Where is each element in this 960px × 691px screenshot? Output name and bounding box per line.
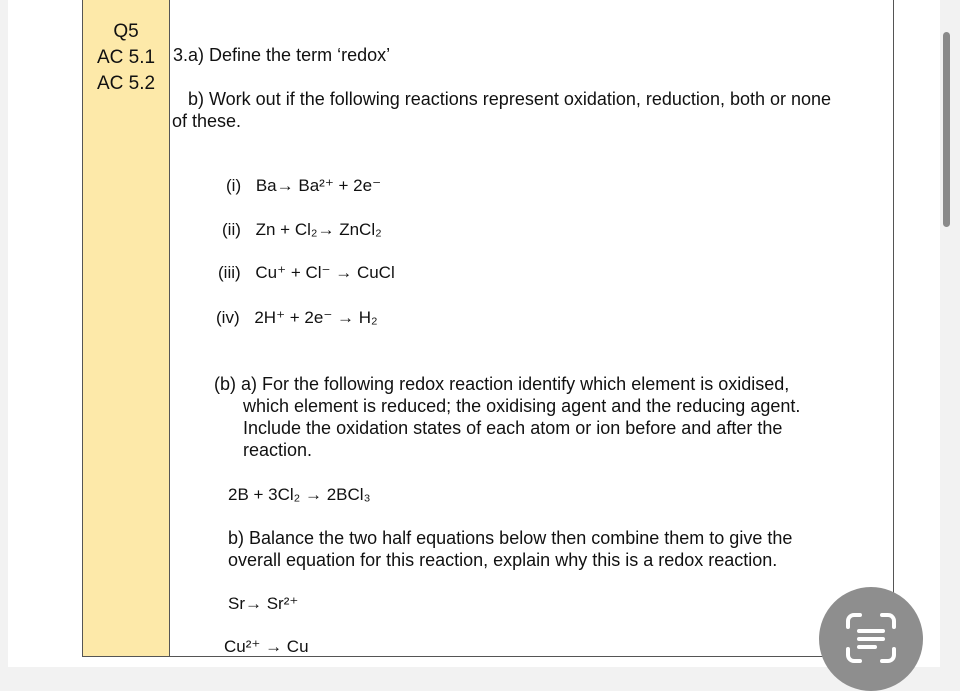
reaction-number: (ii)	[222, 220, 241, 239]
reaction-equation: Cu⁺ + Cl⁻ → CuCl	[255, 263, 395, 282]
balance-prompt-line2: overall equation for this reaction, explain why this is a redox reaction.	[228, 550, 778, 570]
define-redox-prompt: 3.a) Define the term ‘redox’	[173, 45, 391, 65]
text-scan-button[interactable]	[819, 587, 923, 691]
document-page	[8, 0, 940, 667]
question-number: Q5	[113, 21, 139, 42]
reaction-item	[218, 262, 395, 284]
work-out-prompt-line1: b) Work out if the following reactions represent oxidation, reduction, both or none	[188, 89, 832, 109]
reaction-equation: Zn + Cl₂→ ZnCl₂	[255, 220, 382, 239]
work-out-prompt-line2: of these.	[172, 111, 242, 131]
reaction-equation: Ba→ Ba²⁺ + 2e⁻	[255, 176, 382, 195]
redox-equation: 2B + 3Cl₂ → 2BCl₃	[228, 485, 371, 504]
half-equation-1: Sr→ Sr²⁺	[228, 594, 299, 613]
redox-identify-line4: reaction.	[243, 440, 313, 460]
balance-prompt-line1: b) Balance the two half equations below then combine them to give the	[228, 528, 793, 548]
redox-identify-line1: (b) a) For the following redox reaction identify which element is oxidised,	[214, 374, 790, 394]
text-scan-icon	[842, 587, 900, 672]
reaction-equation: 2H⁺ + 2e⁻ → H₂	[254, 308, 378, 327]
reaction-number: (iv)	[216, 308, 240, 327]
assessment-criterion-2: AC 5.2	[96, 73, 156, 94]
vertical-scrollbar[interactable]	[943, 32, 950, 227]
reaction-item	[226, 175, 381, 197]
reaction-number: (i)	[226, 176, 242, 195]
redox-identify-line3: Include the oxidation states of each atom or ion before and after the	[243, 418, 783, 438]
reaction-number: (iii)	[218, 263, 241, 282]
redox-identify-line2: which element is reduced; the oxidising agent and the reducing agent.	[243, 396, 801, 416]
question-label-cell	[83, 0, 170, 656]
reaction-item	[222, 219, 382, 241]
reaction-item	[216, 307, 378, 329]
assessment-criterion-1: AC 5.1	[96, 47, 156, 68]
half-equation-2: Cu²⁺ → Cu	[224, 637, 309, 656]
